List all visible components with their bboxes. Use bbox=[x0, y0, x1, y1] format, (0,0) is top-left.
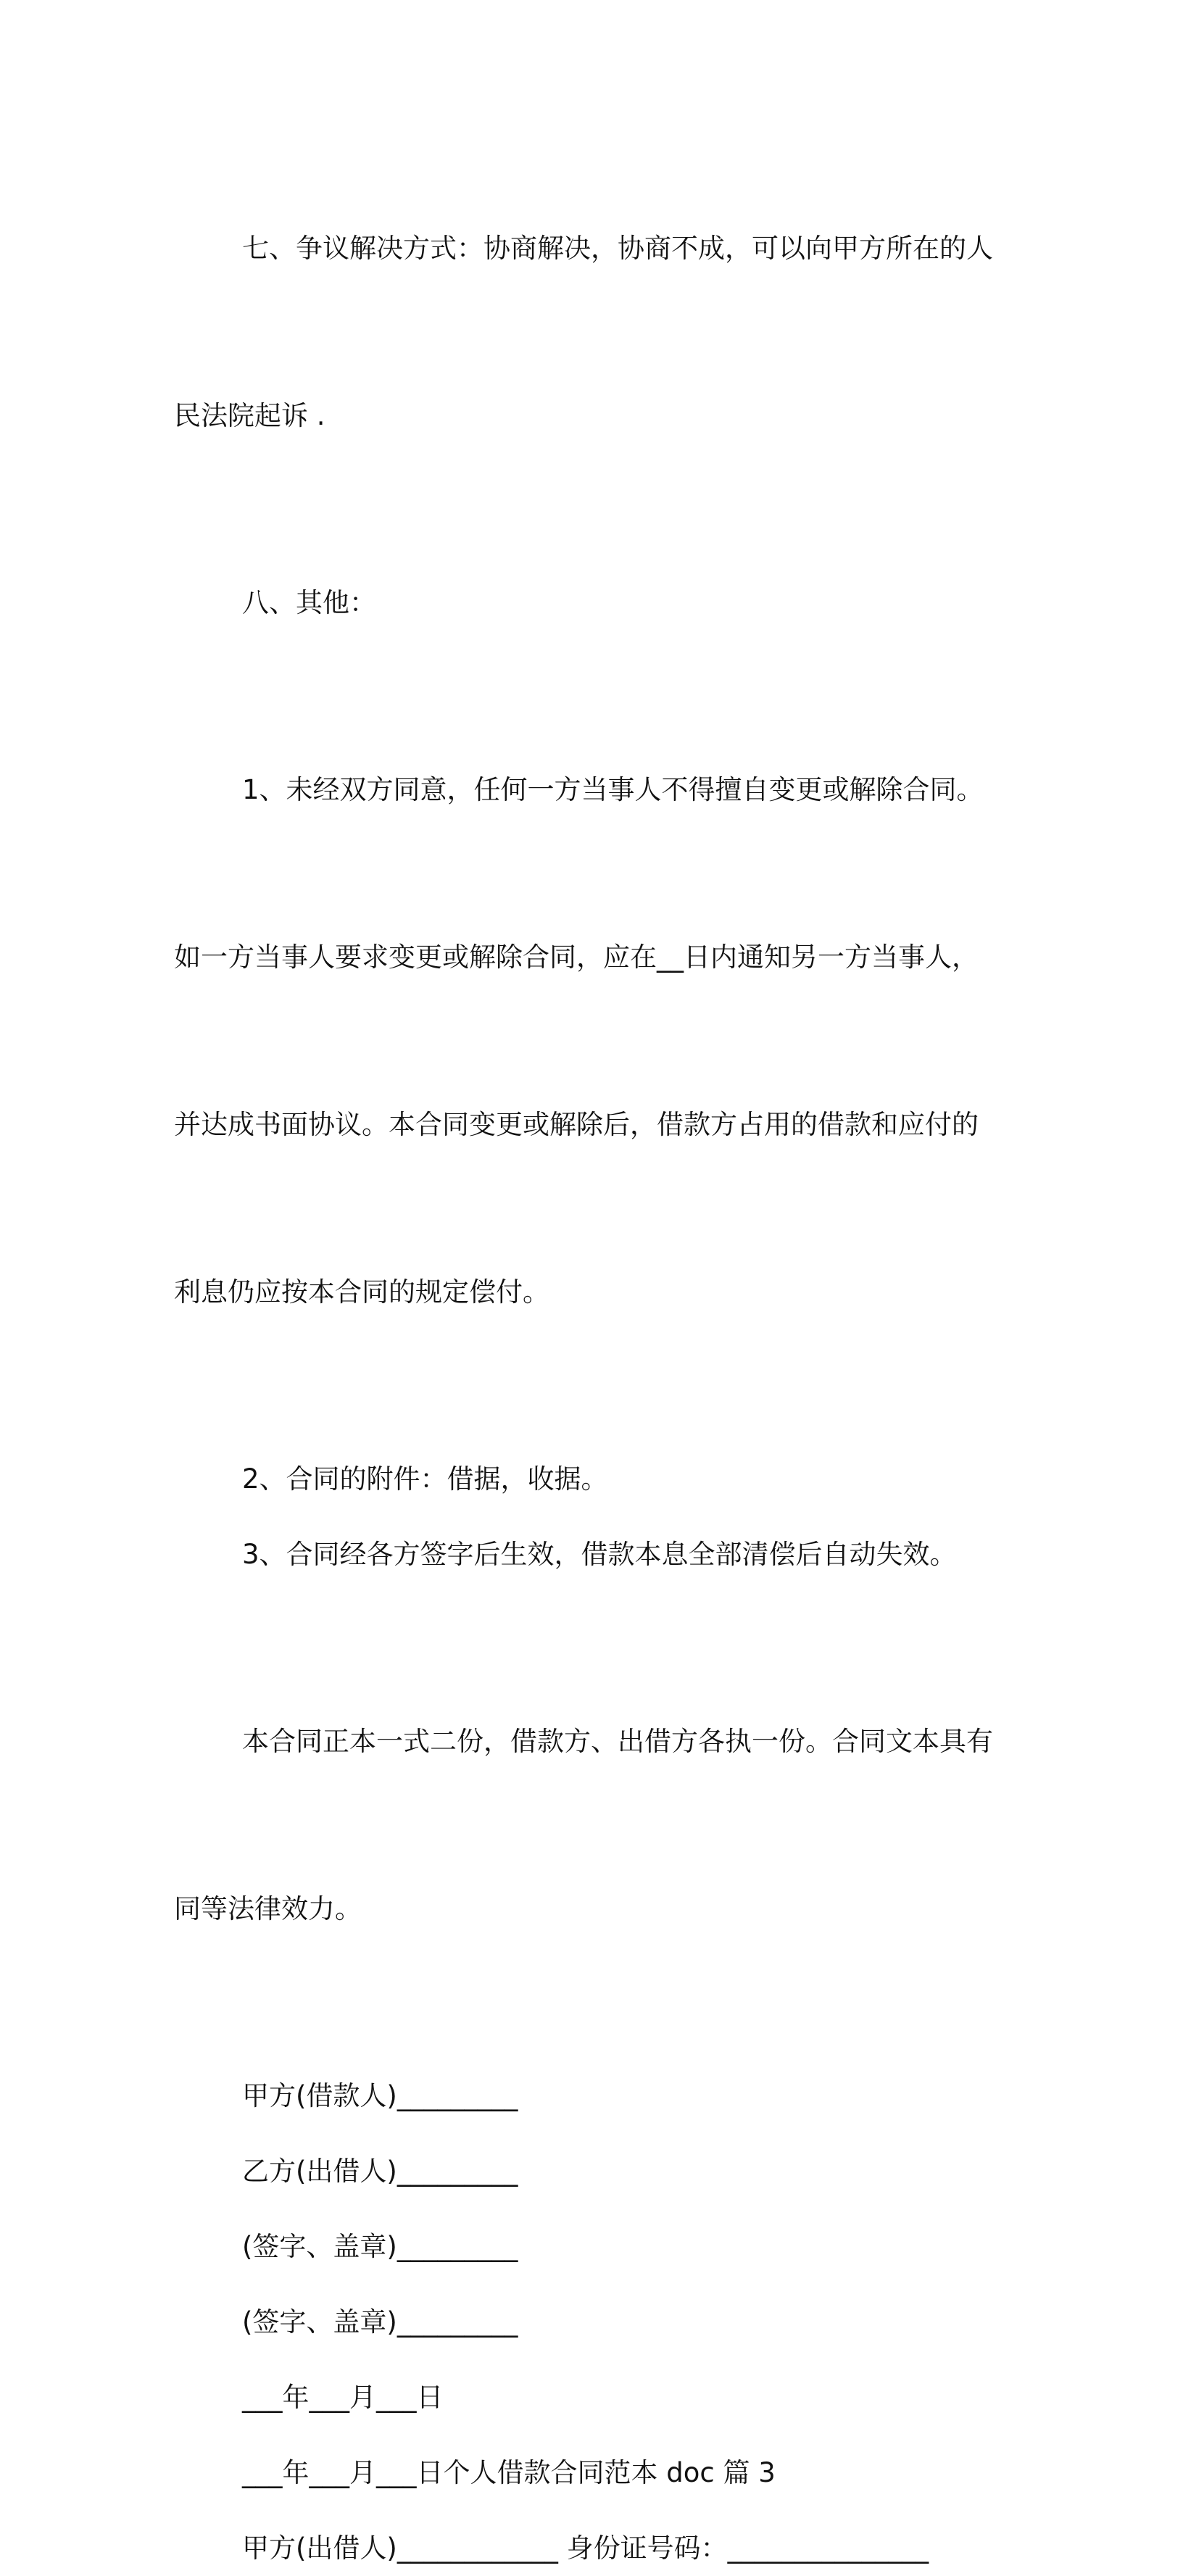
copies-paragraph bbox=[174, 1602, 993, 2048]
seal-a-line: (签字、盖章)_________ bbox=[242, 2231, 518, 2262]
item-1-line-4: 利息仍应按本合同的规定偿付。 bbox=[174, 1276, 549, 1308]
copies-line-1: 本合同正本一式二份，借款方、出借方各执一份。合同文本具有 bbox=[242, 1726, 993, 1757]
item-1-line-3: 并达成书面协议。本合同变更或解除后，借款方占用的借款和应付的 bbox=[174, 1109, 979, 1140]
party-b-signature-line: 乙方(出借人)_________ bbox=[242, 2156, 518, 2187]
next-party-id-line: 甲方(出借人)____________ 身份证号码：_______________ bbox=[242, 2533, 929, 2564]
item-1-line-1: 1、未经双方同意，任何一方当事人不得擅自变更或解除合同。 bbox=[242, 774, 984, 805]
date-line: ___年___月___日 bbox=[242, 2382, 444, 2413]
copies-line-2: 同等法律效力。 bbox=[174, 1893, 362, 1924]
section-7-line-2: 民法院起诉 . bbox=[174, 400, 325, 431]
next-contract-title: ___年___月___日个人借款合同范本 doc 篇 3 bbox=[242, 2457, 776, 2488]
item-1-paragraph bbox=[174, 650, 993, 1432]
item-1-line-2: 如一方当事人要求变更或解除合同，应在__日内通知另一方当事人， bbox=[174, 942, 979, 973]
item-3-paragraph: 3、合同经各方签字后生效，借款本息全部清偿后自动失效。 bbox=[242, 1539, 957, 1570]
party-a-signature-line: 甲方(借款人)_________ bbox=[242, 2080, 518, 2111]
document-page bbox=[174, 109, 993, 2576]
section-7-line-1: 七、争议解决方式：协商解决，协商不成，可以向甲方所在的人 bbox=[242, 233, 993, 264]
section-8-heading: 八、其他： bbox=[242, 587, 376, 618]
seal-b-line: (签字、盖章)_________ bbox=[242, 2306, 518, 2338]
section-7-paragraph bbox=[174, 109, 993, 555]
item-2-paragraph: 2、合同的附件：借据，收据。 bbox=[242, 1463, 608, 1495]
